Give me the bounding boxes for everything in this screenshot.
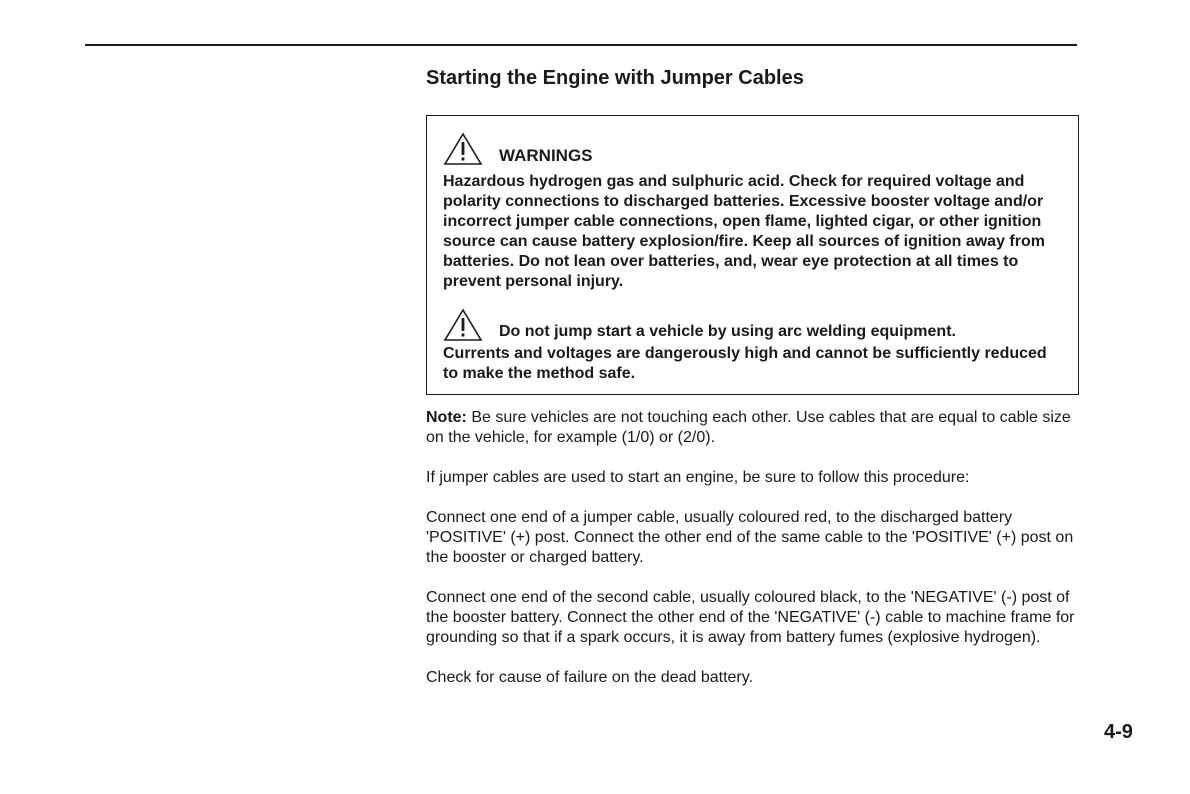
second-warning — [443, 308, 1062, 384]
warning-heading: WARNINGS — [499, 146, 593, 165]
note-label: Note: — [426, 409, 467, 426]
section-title: Starting the Engine with Jumper Cables — [426, 67, 804, 89]
procedure-check: Check for cause of failure on the dead battery. — [426, 669, 754, 686]
second-warning-header — [443, 308, 1062, 342]
second-warning-lead: Do not jump start a vehicle by using arc welding equipment. — [499, 323, 956, 340]
warning-triangle-icon — [443, 308, 483, 342]
page-number: 4-9 — [1104, 721, 1133, 743]
second-warning-text: Currents and voltages are dangerously high and cannot be sufficiently reduced to make the method safe. — [443, 345, 1047, 382]
note-text: Be sure vehicles are not touching each other. Use cables that are equal to cable size on the vehicle, for example (1/0) or (2/0). — [426, 409, 1071, 446]
procedure-step-negative: Connect one end of the second cable, usually coloured black, to the 'NEGATIVE' (-) post of the booster battery. Connect the other end of the 'NEGATIVE' (-) cable to machine frame for grounding so that if a spark occurs, it is away from battery fumes (explosive hydrogen). — [426, 589, 1075, 646]
procedure-intro: If jumper cables are used to start an engine, be sure to follow this procedure: — [426, 469, 970, 486]
warning-header — [443, 130, 1062, 166]
procedure-step-positive: Connect one end of a jumper cable, usually coloured red, to the discharged battery 'POSITIVE' (+) post. Connect the other end of the same cable to the 'POSITIVE' (+) post on the booster or charged battery. — [426, 509, 1074, 566]
page-content — [426, 64, 1079, 688]
header-rule — [85, 44, 1077, 46]
note-paragraph — [426, 408, 1079, 448]
warning-triangle-icon — [443, 132, 483, 166]
warning-text: Hazardous hydrogen gas and sulphuric acid. Check for required voltage and polarity connections to discharged batteries. Excessive booster voltage and/or incorrect jumper cable connections, open flame, lighted cigar, or other ignition source can cause battery explosion/fire. Keep all sources of ignition away from batteries. Do not lean over batteries, and, wear eye protection at all times to prevent personal injury. — [443, 173, 1045, 290]
warning-box — [426, 115, 1079, 395]
